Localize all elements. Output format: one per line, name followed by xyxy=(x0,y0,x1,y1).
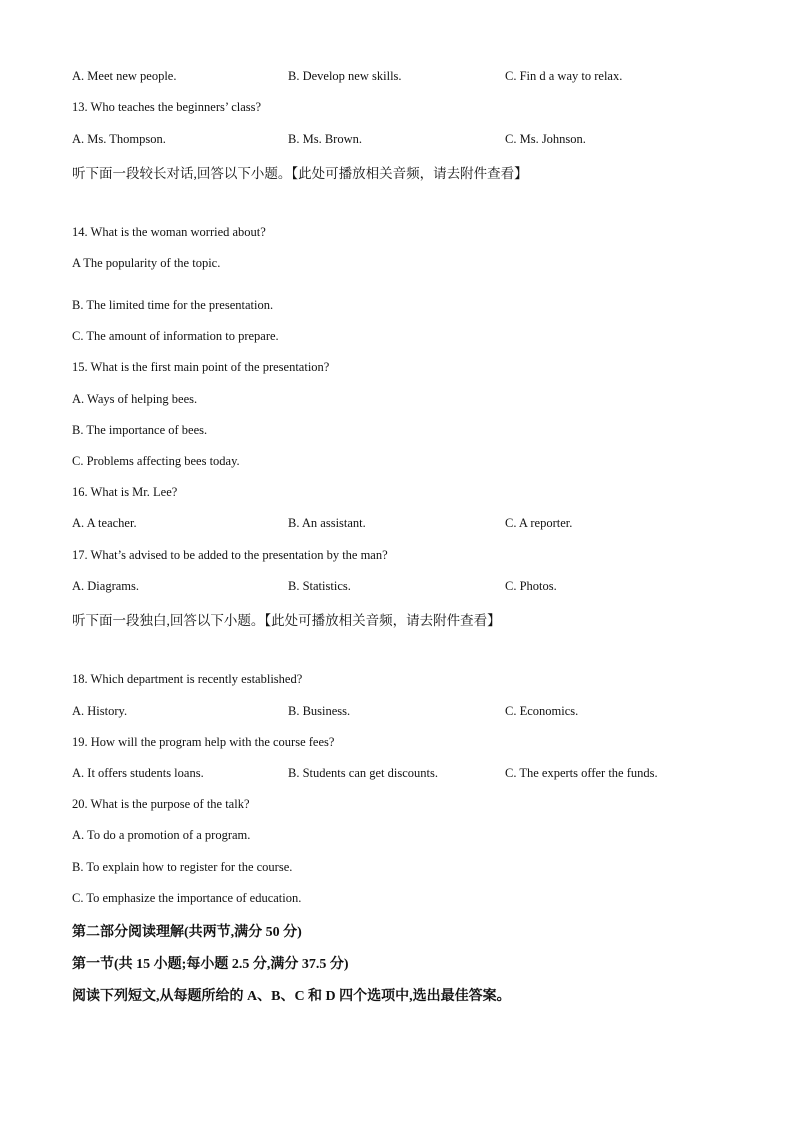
q18-question: 18. Which department is recently established? xyxy=(72,672,303,686)
q16-question: 16. What is Mr. Lee? xyxy=(72,485,178,499)
q15-option-b: B. The importance of bees. xyxy=(72,423,208,437)
q15-question: 15. What is the first main point of the presentation? xyxy=(72,360,330,374)
q19-option-a: A. It offers students loans. xyxy=(72,766,204,780)
q18-option-a: A. History. xyxy=(72,704,128,718)
q19-option-b: B. Students can get discounts. xyxy=(288,766,438,780)
q20-option-a: A. To do a promotion of a program. xyxy=(72,828,251,842)
part2-title: 第二部分阅读理解(共两节,满分 50 分) xyxy=(72,925,302,940)
q20-option-b: B. To explain how to register for the course. xyxy=(72,860,293,874)
part2-section1-heading: 第一节(共 15 小题;每小题 2.5 分,满分 37.5 分) xyxy=(72,957,349,972)
q16-option-c: C. A reporter. xyxy=(505,516,573,530)
q16-option-b: B. An assistant. xyxy=(288,516,366,530)
q14-question: 14. What is the woman worried about? xyxy=(72,225,266,239)
q14-option-c: C. The amount of information to prepare. xyxy=(72,329,279,343)
section-note-2: 听下面一段独白,回答以下小题。【此处可播放相关音频，请去附件查看】 xyxy=(72,613,501,628)
q13-option-a: A. Ms. Thompson. xyxy=(72,132,166,146)
q20-question: 20. What is the purpose of the talk? xyxy=(72,797,250,811)
q17-question: 17. What’s advised to be added to the presentation by the man? xyxy=(72,548,388,562)
q12-option-c: C. Fin d a way to relax. xyxy=(505,69,623,83)
q13-option-b: B. Ms. Brown. xyxy=(288,132,362,146)
q18-option-c: C. Economics. xyxy=(505,704,579,718)
q15-option-a: A. Ways of helping bees. xyxy=(72,392,198,406)
q20-option-c: C. To emphasize the importance of education. xyxy=(72,891,302,905)
q15-option-c: C. Problems affecting bees today. xyxy=(72,454,240,468)
q13-option-c: C. Ms. Johnson. xyxy=(505,132,586,146)
q12-option-a: A. Meet new people. xyxy=(72,69,177,83)
q19-question: 19. How will the program help with the course fees? xyxy=(72,735,335,749)
q13-question: 13. Who teaches the beginners’ class? xyxy=(72,100,262,114)
q14-option-a: A The popularity of the topic. xyxy=(72,256,221,270)
q16-option-a: A. A teacher. xyxy=(72,516,137,530)
q17-option-a: A. Diagrams. xyxy=(72,579,139,593)
q17-option-b: B. Statistics. xyxy=(288,579,351,593)
q14-option-b: B. The limited time for the presentation. xyxy=(72,298,274,312)
q17-option-c: C. Photos. xyxy=(505,579,557,593)
q19-option-c: C. The experts offer the funds. xyxy=(505,766,658,780)
part2-instruction: 阅读下列短文,从每题所给的 A、B、C 和 D 四个选项中,选出最佳答案。 xyxy=(72,989,511,1004)
q18-option-b: B. Business. xyxy=(288,704,351,718)
section-note-1: 听下面一段较长对话,回答以下小题。【此处可播放相关音频，请去附件查看】 xyxy=(72,166,528,181)
q12-option-b: B. Develop new skills. xyxy=(288,69,402,83)
